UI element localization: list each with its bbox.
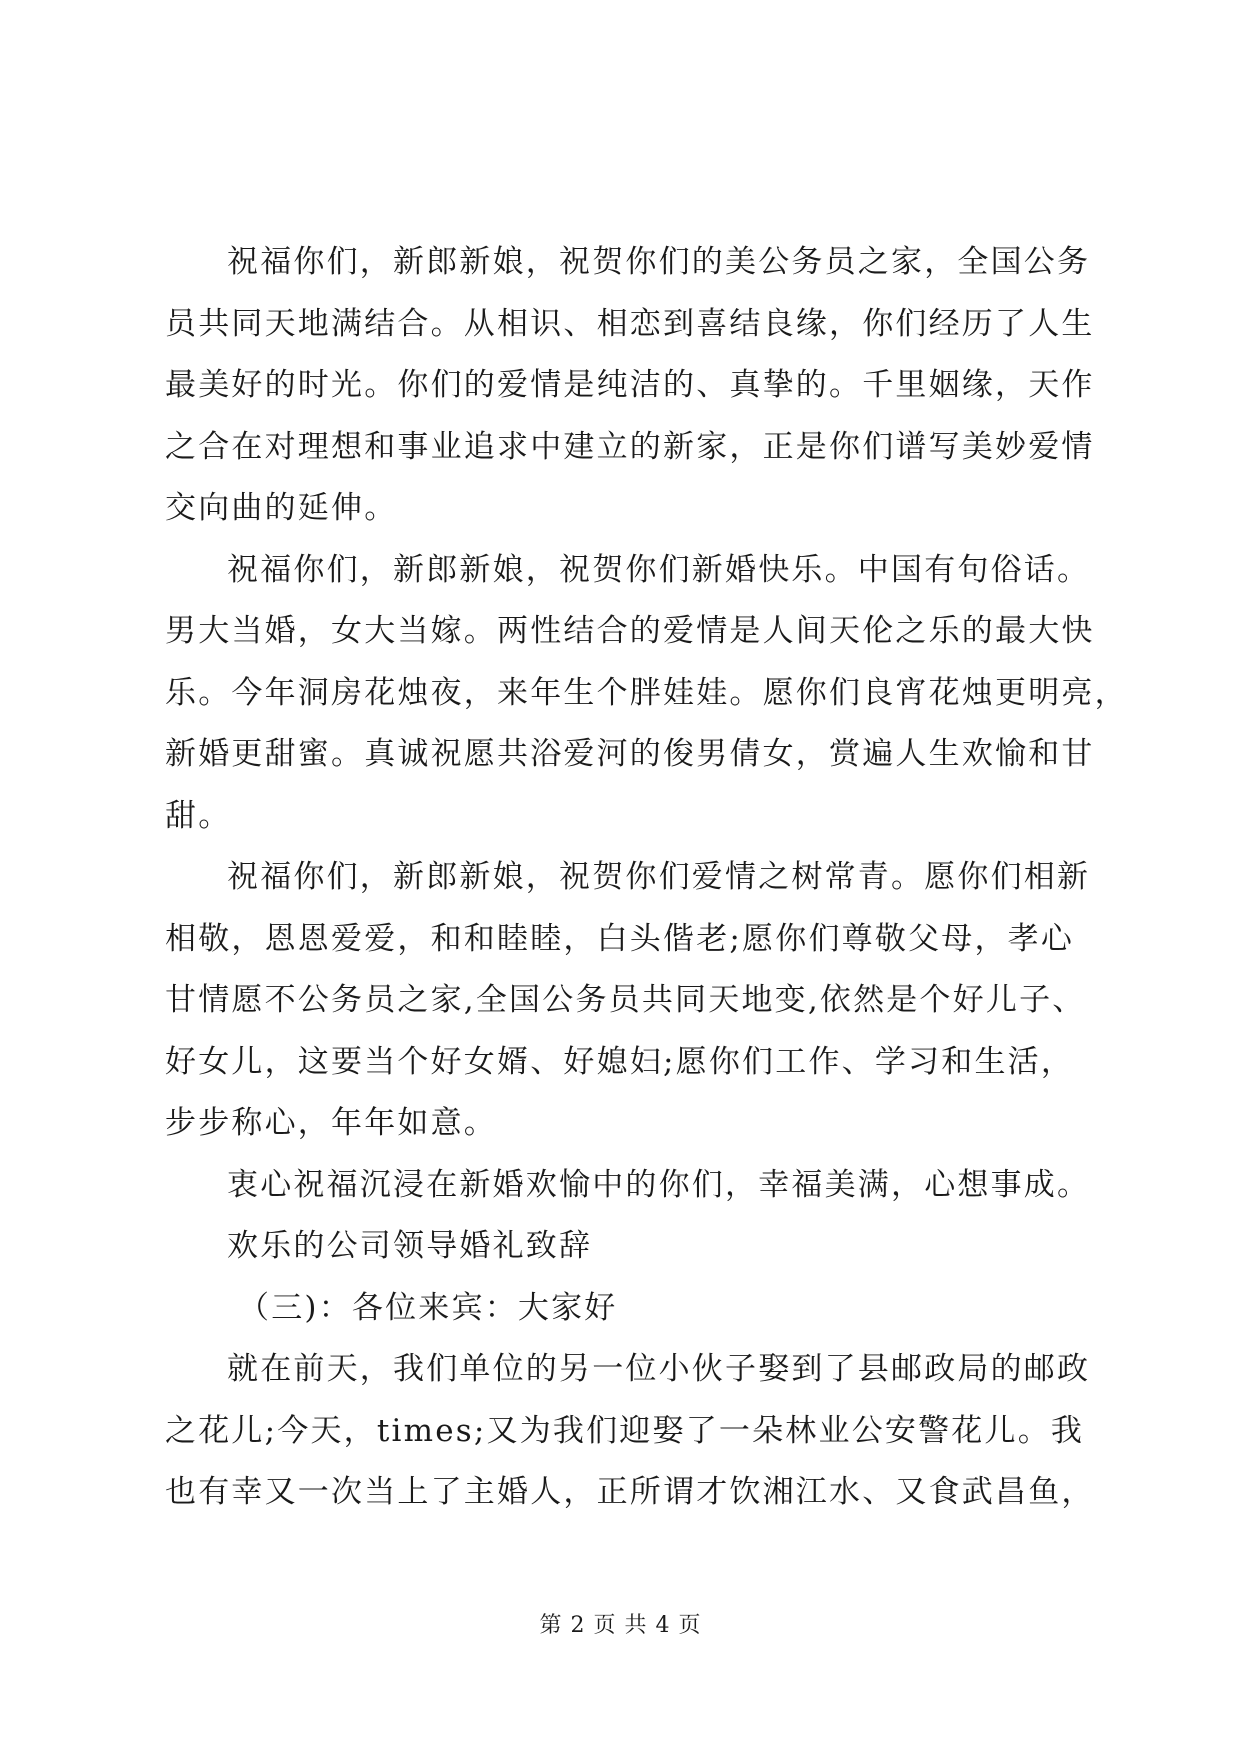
text-line: 祝福你们，新郎新娘，祝贺你们爱情之树常青。愿你们相新 bbox=[227, 859, 1091, 895]
text-line: 交向曲的延伸。 bbox=[165, 490, 398, 526]
text-line: （三)：各位来宾：大家好 bbox=[238, 1289, 618, 1326]
paragraph-4 bbox=[165, 1155, 1091, 1217]
text-line: 也有幸又一次当上了主婚人，正所谓才饮湘江水、又食武昌鱼， bbox=[165, 1474, 1095, 1510]
paragraph-3 bbox=[165, 847, 1091, 1155]
text-line: 好女儿，这要当个好女婿、好媳妇;愿你们工作、学习和生活， bbox=[165, 1043, 1075, 1080]
text-line: 欢乐的公司领导婚礼致辞 bbox=[227, 1228, 593, 1264]
text-line: 最美好的时光。你们的爱情是纯洁的、真挚的。千里姻缘，天作 bbox=[165, 367, 1095, 403]
text-line: 甘情愿不公务员之家,全国公务员共同天地变,依然是个好儿子、 bbox=[165, 982, 1086, 1018]
paragraph-2 bbox=[165, 540, 1128, 848]
text-line: 祝福你们，新郎新娘，祝贺你们新婚快乐。中国有句俗话。 bbox=[227, 551, 1091, 588]
text-line: 之花儿;今天，times;又为我们迎娶了一朵林业公安警花儿。我 bbox=[165, 1412, 1085, 1449]
text-line: 男大当婚，女大当嫁。两性结合的爱情是人间天伦之乐的最大快 bbox=[165, 613, 1095, 649]
text-line: 就在前天，我们单位的另一位小伙子娶到了县邮政局的邮政 bbox=[227, 1351, 1091, 1387]
text-line: 甜。 bbox=[165, 797, 232, 834]
text-line: 衷心祝福沉浸在新婚欢愉中的你们，幸福美满，心想事成。 bbox=[227, 1166, 1091, 1203]
document-body bbox=[165, 232, 1128, 1524]
text-line: 员共同天地满结合。从相识、相恋到喜结良缘，你们经历了人生 bbox=[165, 305, 1095, 342]
text-line: 乐。今年洞房花烛夜，来年生个胖娃娃。愿你们良宵花烛更明亮， bbox=[165, 674, 1128, 711]
text-line: 之合在对理想和事业追求中建立的新家，正是你们谱写美妙爱情 bbox=[165, 428, 1095, 465]
paragraph-1 bbox=[165, 232, 1095, 540]
text-line: 步步称心，年年如意。 bbox=[165, 1105, 497, 1141]
text-line: 新婚更甜蜜。真诚祝愿共浴爱河的俊男倩女，赏遍人生欢愉和甘 bbox=[165, 736, 1095, 772]
section-title bbox=[165, 1216, 1085, 1278]
section-subtitle bbox=[165, 1278, 1085, 1340]
text-line: 祝福你们，新郎新娘，祝贺你们的美公务员之家，全国公务 bbox=[227, 244, 1091, 280]
page-number-footer: 第 2 页 共 4 页 bbox=[539, 1613, 702, 1638]
text-line: 相敬，恩恩爱爱，和和睦睦，白头偕老;愿你们尊敬父母，孝心 bbox=[165, 920, 1075, 957]
paragraph-5 bbox=[165, 1339, 1095, 1524]
